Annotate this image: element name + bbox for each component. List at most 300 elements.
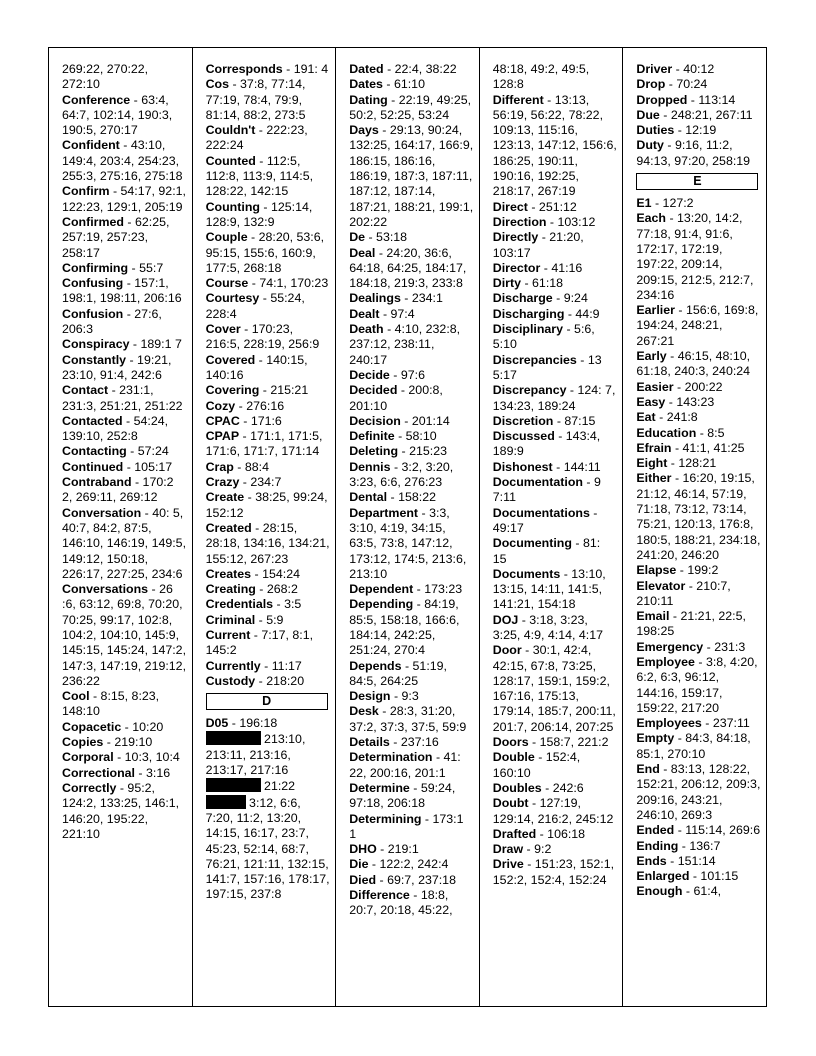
index-entry: [493, 62, 618, 93]
index-column-1: [49, 48, 193, 1006]
index-term: Depending: [349, 597, 414, 612]
index-page-refs: 127:2: [662, 196, 694, 211]
index-page-refs: 156:6, 169:8, 194:24, 248:21, 267:21: [636, 303, 759, 348]
index-entry: Dates - 61:10: [349, 77, 425, 92]
index-page-refs: 54:17, 92:1, 122:23, 129:1, 205:19: [62, 184, 186, 214]
index-entry: D05 - 196:18: [205, 716, 278, 731]
index-page-refs: 231:1, 231:3, 251:21, 251:22: [62, 383, 183, 413]
index-entry: Corporal - 10:3, 10:4: [62, 750, 180, 765]
index-page-refs: 18:8, 20:7, 20:18, 45:22,: [349, 888, 453, 918]
index-term: Determining: [349, 811, 422, 826]
index-entry: Determination - 41: 22, 200:16, 201:1: [349, 750, 461, 780]
index-entry: Contacted - 54:24, 139:10, 252:8: [62, 413, 169, 444]
index-term: D05: [205, 716, 229, 731]
index-entry: Dirty - 61:18: [492, 276, 564, 291]
index-page-refs: 69:7, 237:18: [387, 872, 456, 887]
index-term: Decision: [349, 413, 401, 428]
index-term: Cover: [205, 322, 241, 337]
index-entry: Conspiracy - 189:1 7: [62, 337, 182, 352]
index-entry: Cool - 8:15, 8:23, 148:10: [62, 689, 160, 719]
index-entry: Decision - 201:14: [349, 413, 450, 428]
index-entry: Determine - 59:24, 97:18, 206:18: [349, 780, 456, 811]
index-term: Current: [205, 627, 251, 642]
index-column-2: [193, 48, 337, 1006]
index-entry: Continued - 105:17: [62, 459, 173, 474]
index-page-refs: 40:12: [683, 62, 715, 76]
index-entry: Couple - 28:20, 53:6, 95:15, 155:6, 160:9, 177:5, 268:18: [205, 230, 325, 275]
index-term: Determination: [349, 750, 433, 765]
index-entry: Criminal - 5:9: [205, 612, 284, 627]
index-term: Correctional: [62, 765, 135, 780]
index-term: Discrepancy: [492, 383, 567, 398]
index-entry: Confusion - 27:6, 206:3: [62, 306, 162, 337]
index-page-refs: 222:23, 222:24: [205, 123, 308, 153]
index-term: E1: [636, 196, 652, 211]
index-entry: Easy - 143:23: [636, 394, 715, 409]
index-page-refs: 173:1 1: [349, 811, 464, 841]
index-page-frame: [48, 47, 767, 1007]
index-page-refs: 3:5: [284, 597, 302, 612]
index-page-refs: 13:10, 13:15, 14:11, 141:5, 141:21, 154:18: [492, 566, 606, 612]
index-entry: Direction - 103:12: [492, 214, 596, 229]
index-term: Covered: [205, 352, 256, 367]
index-term: Corporal: [62, 750, 114, 765]
index-entry: Contacting - 57:24: [62, 444, 169, 459]
index-term: Dates: [349, 77, 383, 92]
index-page-refs: 9 7:11: [492, 475, 601, 505]
index-page-refs: 143:4, 189:9: [492, 429, 601, 459]
index-page-refs: 112:5, 112:8, 113:9, 114:5, 128:22, 142:15: [205, 153, 314, 199]
index-entry: Drop - 70:24: [636, 77, 708, 92]
index-page-refs: 44:9: [575, 306, 600, 321]
index-entry: Courtesy - 55:24, 228:4: [205, 291, 305, 321]
index-page-refs: 88:4: [244, 459, 269, 474]
index-term: Draw: [492, 842, 524, 857]
index-entry: DHO - 219:1: [349, 842, 419, 857]
index-term: Dropped: [636, 92, 688, 107]
index-term: Ended: [636, 823, 675, 838]
index-term: Door: [492, 643, 522, 658]
index-entry: Contraband - 170:2 2, 269:11, 269:12: [62, 475, 174, 505]
index-term: De: [349, 230, 366, 245]
index-column-3: [336, 48, 480, 1006]
index-page-refs: 242:6: [552, 780, 584, 795]
index-entry: Different - 13:13, 56:19, 56:22, 78:22, 109:13, 115:16, 123:13, 147:12, 156:6, 186:25, 190:11, 190:16, 192:25, 218:17, 267:19: [492, 92, 617, 199]
index-term: Currently: [205, 658, 261, 673]
index-page-refs: 101:15: [700, 869, 739, 884]
index-page-refs: 54:24, 139:10, 252:8: [62, 413, 169, 444]
index-term: Documentation: [492, 475, 583, 490]
index-term: Elapse: [636, 563, 677, 578]
index-entry: [206, 778, 331, 794]
index-entry: [62, 62, 187, 93]
index-entry: Confident - 43:10, 149:4, 203:4, 254:23, 255:3, 275:16, 275:18: [62, 138, 183, 184]
index-entry: Directly - 21:20, 103:17: [492, 230, 584, 260]
index-term: Double: [492, 750, 535, 765]
index-term: Conference: [62, 92, 131, 107]
index-entry: DOJ - 3:18, 3:23, 3:25, 4:9, 4:14, 4:17: [492, 612, 604, 642]
index-page-refs: 9:16, 11:2, 94:13, 97:20, 258:19: [636, 138, 751, 168]
index-term: Death: [349, 322, 384, 337]
index-page-refs: 51:19, 84:5, 264:25: [349, 658, 447, 688]
index-page-refs: 115:14, 269:6: [685, 823, 761, 838]
index-entry: Design - 9:3: [349, 689, 419, 704]
index-page-refs: 103:12: [557, 214, 596, 229]
index-entry: Creating - 268:2: [205, 582, 298, 597]
index-term: Enough: [636, 884, 683, 899]
index-term: Drop: [636, 77, 666, 92]
index-page-refs: 30:1, 42:4, 42:15, 67:8, 73:25, 128:17, 159:1, 159:2, 167:16, 175:13, 179:14, 185:7, 200:11, 201:7, 206:14, 207:25: [492, 643, 616, 734]
index-term: Dishonest: [492, 459, 553, 474]
index-page-refs: 10:20: [132, 719, 164, 734]
index-entry: Director - 41:16: [492, 260, 583, 275]
index-entry: Deleting - 215:23: [349, 444, 447, 459]
index-entry: Conference - 63:4, 64:7, 102:14, 190:3, 190:5, 270:17: [62, 92, 173, 138]
index-entry: Documenting - 81: 15: [492, 536, 601, 566]
index-term: Confirm: [62, 184, 110, 199]
index-term: Cool: [62, 689, 90, 704]
index-term: Continued: [62, 459, 124, 474]
index-page-refs: 97:6: [400, 367, 425, 382]
index-term: Design: [349, 689, 391, 704]
index-term: Crazy: [205, 475, 240, 490]
index-entry: Double - 152:4, 160:10: [492, 750, 581, 780]
index-term: Counted: [205, 153, 256, 168]
index-page-refs: 106:18: [547, 826, 586, 841]
index-entry: Discharging - 44:9: [492, 306, 600, 321]
index-term: Easy: [636, 394, 666, 409]
index-page-refs: 9:24: [563, 291, 588, 306]
index-term: Dealings: [349, 291, 401, 306]
index-entry: Documentation - 9 7:11: [492, 475, 601, 505]
index-page-refs: 144:11: [563, 459, 601, 474]
index-entry: Drive - 151:23, 152:1, 152:2, 152:4, 152:24: [492, 857, 615, 887]
index-entry: Crap - 88:4: [205, 459, 269, 474]
index-term: Contacting: [62, 444, 127, 459]
index-entry: Doubles - 242:6: [492, 780, 584, 795]
index-term: Constantly: [62, 352, 127, 367]
index-entry: Definite - 58:10: [349, 429, 437, 444]
index-term: End: [636, 762, 660, 777]
index-page-refs: 3:2, 3:20, 3:23, 6:6, 276:23: [349, 459, 454, 490]
index-page-refs: 12:19: [685, 123, 717, 138]
index-term: Discharge: [492, 291, 553, 306]
index-page-refs: 49:17: [492, 520, 524, 535]
index-entry: Counted - 112:5, 112:8, 113:9, 114:5, 128:22, 142:15: [205, 153, 314, 199]
index-entry: Dental - 158:22: [349, 490, 436, 505]
index-page-refs: 61:18: [532, 276, 564, 291]
index-term: Deal: [349, 245, 376, 260]
index-page-refs: 210:7, 210:11: [636, 578, 731, 608]
index-page-refs: 26 :6, 63:12, 69:8, 70:20, 70:25, 99:17, 102:8, 104:2, 104:10, 145:9, 145:15, 145:24, 147:2, 147:3, 147:19, 219:12, 236:22: [62, 582, 187, 688]
index-entry: Course - 74:1, 170:23: [205, 276, 329, 291]
index-term: Duty: [636, 138, 664, 153]
index-entry: Easier - 200:22: [636, 379, 723, 394]
index-page-refs: 158:22: [398, 490, 436, 505]
index-page-refs: 196:18: [239, 716, 278, 731]
index-entry: Conversation - 40: 5, 40:7, 84:2, 87:5, 146:10, 146:19, 149:5, 149:12, 150:18, 226:17, 227:25, 234:6: [62, 505, 187, 581]
index-page-refs: 40: 5, 40:7, 84:2, 87:5, 146:10, 146:19, 149:5, 149:12, 150:18, 226:17, 227:25, 234:6: [62, 505, 187, 581]
index-page-refs: 5:6, 5:10: [492, 322, 595, 352]
index-page-refs: 113:14: [698, 92, 736, 107]
index-page-refs: 218:20: [266, 673, 305, 688]
index-entry: Emergency - 231:3: [636, 639, 746, 654]
index-term: Confusion: [62, 306, 124, 321]
index-entry: Covered - 140:15, 140:16: [205, 352, 308, 382]
index-entry: Created - 28:15, 28:18, 134:16, 134:21, 155:12, 267:23: [205, 520, 330, 566]
index-page-refs: 151:23, 152:1, 152:2, 152:4, 152:24: [492, 857, 615, 887]
index-term: Dating: [349, 92, 388, 107]
index-entry: Conversations - 26 :6, 63:12, 69:8, 70:20, 70:25, 99:17, 102:8, 104:2, 104:10, 145:9, 145:15, 145:24, 147:2, 147:3, 147:19, 219:12, 236:22: [62, 582, 187, 688]
index-term: Conversations: [62, 582, 149, 597]
index-term: Discrepancies: [492, 352, 577, 367]
index-page-refs: 16:20, 19:15, 21:12, 46:14, 57:19, 71:18, 73:12, 73:14, 75:21, 120:13, 176:8, 180:5, 188:21, 234:18, 241:20, 246:20: [636, 471, 761, 562]
index-entry: Each - 13:20, 14:2, 77:18, 91:4, 91:6, 172:17, 172:19, 197:22, 209:14, 209:15, 212:5, 212:7, 234:16: [636, 211, 754, 302]
index-term: Contacted: [62, 413, 123, 428]
index-term: Details: [349, 735, 390, 750]
index-term: Eight: [636, 456, 668, 471]
index-term: Deleting: [349, 444, 399, 459]
index-column-4: [480, 48, 624, 1006]
section-letter-header: E: [636, 173, 758, 190]
index-entry: Difference - 18:8, 20:7, 20:18, 45:22,: [349, 888, 453, 918]
index-entry: Crazy - 234:7: [205, 475, 282, 490]
index-entry: Dennis - 3:2, 3:20, 3:23, 6:6, 276:23: [349, 459, 454, 490]
index-page-refs: 3:3, 3:10, 4:19, 34:15, 63:5, 73:8, 147:12, 173:12, 174:5, 213:6, 213:10: [349, 505, 467, 581]
index-entry: E1 - 127:2: [636, 196, 694, 211]
index-entry: Email - 21:21, 22:5, 198:25: [636, 609, 746, 639]
index-entry: Empty - 84:3, 84:18, 85:1, 270:10: [636, 731, 751, 761]
index-entry: Couldn't - 222:23, 222:24: [205, 123, 308, 153]
index-page-refs: 63:4, 64:7, 102:14, 190:3, 190:5, 270:17: [62, 92, 173, 138]
index-entry: CPAP - 171:1, 171:5, 171:6, 171:7, 171:14: [205, 429, 323, 459]
index-term: Dealt: [349, 306, 380, 321]
index-entry: Decide - 97:6: [349, 367, 425, 382]
index-entry: Copies - 219:10: [62, 735, 153, 750]
index-page-refs: 61:10: [393, 77, 425, 92]
index-term: Depends: [349, 658, 402, 673]
index-entry: Correctional - 3:16: [62, 765, 171, 780]
index-page-refs: 13:20, 14:2, 77:18, 91:4, 91:6, 172:17, 172:19, 197:22, 209:14, 209:15, 212:5, 212:7, 234:16: [636, 211, 754, 302]
index-term: Copacetic: [62, 719, 122, 734]
index-page-refs: 125:14, 128:9, 132:9: [205, 199, 313, 229]
index-page-refs: 9:3: [401, 689, 419, 704]
index-term: Duties: [636, 123, 675, 138]
index-term: Contact: [62, 383, 109, 398]
index-page-refs: 74:1, 170:23: [259, 276, 329, 291]
index-page-refs: 21:21, 22:5, 198:25: [636, 609, 746, 639]
index-page-refs: 28:15, 28:18, 134:16, 134:21, 155:12, 267:23: [205, 520, 330, 566]
index-entry: Eight - 128:21: [636, 456, 717, 471]
index-term: Covering: [205, 383, 260, 398]
index-page-refs: 234:1: [411, 291, 443, 306]
index-entry: Cover - 170:23, 216:5, 228:19, 256:9: [205, 322, 320, 352]
index-entry: Correctly - 95:2, 124:2, 133:25, 146:1, 146:20, 195:22, 221:10: [62, 780, 180, 841]
index-entry: Deal - 24:20, 36:6, 64:18, 64:25, 184:17, 184:18, 219:3, 233:8: [349, 245, 467, 291]
index-entry: CPAC - 171:6: [205, 413, 282, 428]
index-entry: Cozy - 276:16: [205, 398, 285, 413]
index-page-refs: 128:21: [678, 456, 717, 471]
index-entry: Door - 30:1, 42:4, 42:15, 67:8, 73:25, 128:17, 159:1, 159:2, 167:16, 175:13, 179:14, 185:7, 200:11, 201:7, 206:14, 207:25: [492, 643, 616, 734]
index-page-refs: 276:16: [246, 398, 285, 413]
index-page-refs: 215:21: [270, 383, 309, 398]
index-term: Doubt: [492, 796, 529, 811]
index-term: Each: [636, 211, 666, 226]
index-term: Cozy: [205, 398, 236, 413]
index-page-refs: 55:24, 228:4: [205, 291, 305, 321]
index-entry: Due - 248:21, 267:11: [636, 107, 753, 122]
index-term: Conversation: [62, 505, 142, 520]
index-entry: Enough - 61:4,: [636, 884, 722, 899]
index-term: Emergency: [636, 639, 704, 654]
index-term: Enlarged: [636, 869, 690, 884]
index-entry: Employee - 3:8, 4:20, 6:2, 6:3, 96:12, 144:16, 159:17, 159:22, 217:20: [636, 654, 758, 715]
index-term: Doubles: [492, 780, 542, 795]
index-page-refs: 22:19, 49:25, 50:2, 52:25, 53:24: [349, 92, 472, 122]
index-term: Confirmed: [62, 214, 124, 229]
index-term: Copies: [62, 735, 104, 750]
index-term: Earlier: [636, 303, 675, 318]
index-entry: Details - 237:16: [349, 735, 439, 750]
index-term: Dental: [349, 490, 388, 505]
index-page-refs: 29:13, 90:24, 132:25, 164:17, 166:9, 186:15, 186:16, 186:19, 187:3, 187:11, 187:12, 187:14, 187:21, 188:21, 199:1, 202:22: [349, 123, 474, 229]
index-entry: Covering - 215:21: [205, 383, 309, 398]
index-entry: [206, 795, 331, 903]
index-term: Discretion: [492, 413, 554, 428]
index-page-refs: 81: 15: [492, 536, 601, 566]
index-term: Custody: [205, 673, 256, 688]
index-entry: Days - 29:13, 90:24, 132:25, 164:17, 166:9, 186:15, 186:16, 186:19, 187:3, 187:11, 187:12, 187:14, 187:21, 188:21, 199:1, 202:22: [349, 123, 474, 229]
index-entry: Confusing - 157:1, 198:1, 198:11, 206:16: [62, 276, 182, 306]
index-page-refs: 248:21, 267:11: [670, 107, 753, 122]
index-term: Ending: [636, 838, 679, 853]
index-term: Elevator: [636, 578, 686, 593]
index-term: Direction: [492, 214, 547, 229]
index-page-refs: 28:3, 31:20, 37:2, 37:3, 37:5, 59:9: [349, 704, 467, 734]
index-entry: Education - 8:5: [636, 425, 725, 440]
redaction-bar: [206, 795, 246, 809]
index-term: Employees: [636, 716, 702, 731]
index-page-refs: 41:16: [551, 260, 583, 275]
index-term: Efrain: [636, 440, 672, 455]
index-page-refs: 136:7: [689, 838, 721, 853]
index-term: Documents: [492, 566, 561, 581]
index-page-refs: 219:10: [114, 735, 153, 750]
index-term: Director: [492, 260, 541, 275]
index-page-refs: 171:6: [250, 413, 282, 428]
index-entry: Depends - 51:19, 84:5, 264:25: [349, 658, 447, 688]
index-term: Course: [205, 276, 249, 291]
index-term: Documenting: [492, 536, 572, 551]
index-term: Confusing: [62, 276, 124, 291]
index-page-refs: 237:11: [712, 716, 750, 731]
index-page-refs: 10:3, 10:4: [124, 750, 180, 765]
index-page-refs: 48:18, 49:2, 49:5, 128:8: [492, 62, 590, 92]
index-entry: Confirmed - 62:25, 257:19, 257:23, 258:17: [62, 214, 170, 260]
index-page-refs: 87:15: [564, 413, 596, 428]
index-term: CPAC: [205, 413, 240, 428]
index-page-refs: 55:7: [139, 260, 164, 275]
index-page-refs: 237:16: [400, 735, 439, 750]
index-page-refs: 191: 4: [293, 62, 329, 76]
index-page-refs: 158:7, 221:2: [539, 735, 609, 750]
index-term: Doors: [492, 735, 529, 750]
index-term: Easier: [636, 379, 674, 394]
index-entry: Driver - 40:12: [636, 62, 715, 76]
index-page-refs: 151:14: [677, 853, 716, 868]
index-term: DOJ: [492, 612, 519, 627]
index-page-refs: 189:1 7: [140, 337, 182, 352]
index-entry: Death - 4:10, 232:8, 237:12, 238:11, 240:17: [349, 322, 461, 367]
index-term: Discharging: [492, 306, 565, 321]
index-entry: Confirming - 55:7: [62, 260, 164, 275]
section-letter-header: D: [206, 693, 328, 710]
index-page-refs: 105:17: [134, 459, 173, 474]
index-term: Confirming: [62, 260, 129, 275]
index-page-refs: 171:1, 171:5, 171:6, 171:7, 171:14: [205, 429, 323, 459]
index-term: Died: [349, 872, 377, 887]
index-page-refs: 97:4: [390, 306, 415, 321]
index-term: Couldn't: [205, 123, 256, 138]
index-entry: Dishonest - 144:11: [492, 459, 601, 474]
index-term: Driver: [636, 62, 673, 76]
index-page-refs: 84:3, 84:18, 85:1, 270:10: [636, 731, 751, 761]
index-entry: Duties - 12:19: [636, 123, 717, 138]
index-term: Cos: [205, 77, 230, 92]
index-page-refs: 269:22, 270:22, 272:10: [62, 62, 149, 92]
index-page-refs: 8:15, 8:23, 148:10: [62, 689, 160, 719]
index-page-refs: 173:23: [424, 582, 463, 597]
index-term: Employee: [636, 654, 695, 669]
index-term: Due: [636, 107, 660, 122]
index-entry: Efrain - 41:1, 41:25: [636, 440, 745, 455]
index-term: Drafted: [492, 826, 537, 841]
index-entry: Documents - 13:10, 13:15, 14:11, 141:5, 141:21, 154:18: [492, 566, 606, 612]
index-page-refs: 21:20, 103:17: [492, 230, 584, 260]
index-entry: Constantly - 19:21, 23:10, 91:4, 242:6: [62, 352, 172, 382]
index-entry: Corresponds - 191: 4: [205, 62, 329, 76]
index-entry: Ended - 115:14, 269:6: [636, 823, 761, 838]
index-page-refs: 37:8, 77:14, 77:19, 78:4, 79:9, 81:14, 88:2, 273:5: [205, 77, 306, 122]
index-page-refs: 62:25, 257:19, 257:23, 258:17: [62, 214, 170, 260]
index-entry: Discharge - 9:24: [492, 291, 588, 306]
index-page-refs: 9:2: [534, 842, 552, 857]
index-term: Days: [349, 123, 379, 138]
index-term: Disciplinary: [492, 322, 564, 337]
index-term: Creates: [205, 566, 252, 581]
index-entry: Drafted - 106:18: [492, 826, 586, 841]
index-entry: Dropped - 113:14: [636, 92, 736, 107]
index-entry: Dating - 22:19, 49:25, 50:2, 52:25, 53:24: [349, 92, 472, 122]
index-page-refs: 3:18, 3:23, 3:25, 4:9, 4:14, 4:17: [492, 612, 604, 642]
index-entry: Eat - 241:8: [636, 410, 698, 425]
index-page-refs: 53:18: [376, 230, 408, 245]
index-entry: Elevator - 210:7, 210:11: [636, 578, 731, 608]
index-page-refs: 127:19, 129:14, 216:2, 245:12: [492, 796, 614, 826]
index-term: Education: [636, 425, 697, 440]
index-term: Dependent: [349, 582, 414, 597]
index-entry: Desk - 28:3, 31:20, 37:2, 37:3, 37:5, 59:9: [349, 704, 467, 734]
index-entry: Dated - 22:4, 38:22: [349, 62, 457, 76]
index-term: Empty: [636, 731, 675, 746]
index-page-refs: 200:8, 201:10: [349, 383, 443, 413]
index-entry: Doors - 158:7, 221:2: [492, 735, 609, 750]
index-page-refs: 21:22: [264, 779, 296, 794]
index-entry: Ends - 151:14: [636, 853, 716, 868]
index-term: Directly: [492, 230, 539, 245]
index-page-refs: 27:6, 206:3: [62, 306, 162, 337]
index-term: Decide: [349, 367, 390, 382]
